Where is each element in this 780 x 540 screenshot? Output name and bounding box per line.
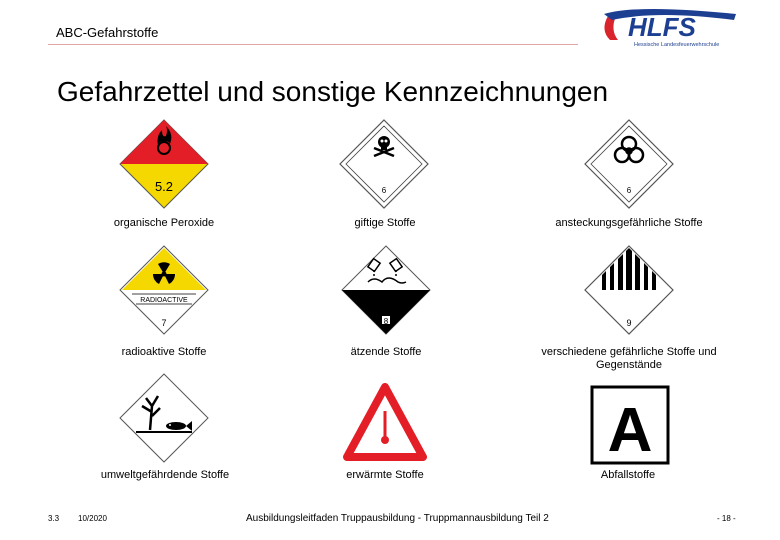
- footer-course: Ausbildungsleitfaden Truppausbildung - Truppmannausbildung Teil 2: [246, 513, 549, 524]
- hazard-class-number: 6: [381, 186, 387, 195]
- header-divider: [48, 44, 578, 45]
- page-title: Gefahrzettel und sonstige Kennzeichnungen: [57, 76, 609, 107]
- sign-label: erwärmte Stoffe: [346, 469, 424, 481]
- logo-subtext: Hessische Landesfeuerwehrschule: [634, 42, 720, 48]
- footer-chapter: 3.3: [48, 514, 60, 523]
- sign-label: Abfallstoffe: [600, 469, 656, 481]
- sign-organic-peroxide: [118, 118, 210, 210]
- sign-miscellaneous: [583, 244, 675, 336]
- radioactive-band-text: RADIOACTIVE: [140, 297, 188, 304]
- sign-label: organische Peroxide: [113, 217, 215, 229]
- sign-waste: [590, 385, 670, 465]
- hazard-class-number: 6: [626, 186, 632, 195]
- hazard-class-number: 5.2: [154, 179, 174, 194]
- sign-label: [524, 346, 734, 372]
- sign-corrosive: [340, 244, 432, 336]
- sign-infectious: [583, 118, 675, 210]
- sign-label: radioaktive Stoffe: [121, 346, 207, 358]
- sign-label: umweltgefährdende Stoffe: [100, 469, 230, 481]
- waste-a-icon: A: [607, 396, 653, 465]
- stripes-icon: [602, 248, 656, 290]
- logo-text: HLFS: [628, 12, 696, 42]
- sign-radioactive: [118, 244, 210, 336]
- hazard-class-number: 8: [383, 317, 389, 326]
- hazard-class-number: 7: [161, 318, 167, 328]
- sign-label: giftige Stoffe: [354, 217, 416, 229]
- section-title: ABC-Gefahrstoffe: [56, 25, 159, 40]
- sign-label: ätzende Stoffe: [350, 346, 422, 358]
- sign-label: ansteckungsgefährliche Stoffe: [555, 217, 703, 229]
- sign-environment: [118, 372, 210, 464]
- sign-label-line1: verschiedene gefährliche Stoffe und: [541, 346, 717, 358]
- sign-heated: [343, 383, 427, 463]
- footer-date: 10/2020: [78, 514, 107, 523]
- sign-toxic: [338, 118, 430, 210]
- sign-label-line2: Gegenstände: [595, 359, 663, 371]
- hlfs-logo: [598, 8, 740, 52]
- hazard-class-number: 9: [626, 318, 632, 328]
- footer-page-number: - 18 -: [717, 514, 736, 523]
